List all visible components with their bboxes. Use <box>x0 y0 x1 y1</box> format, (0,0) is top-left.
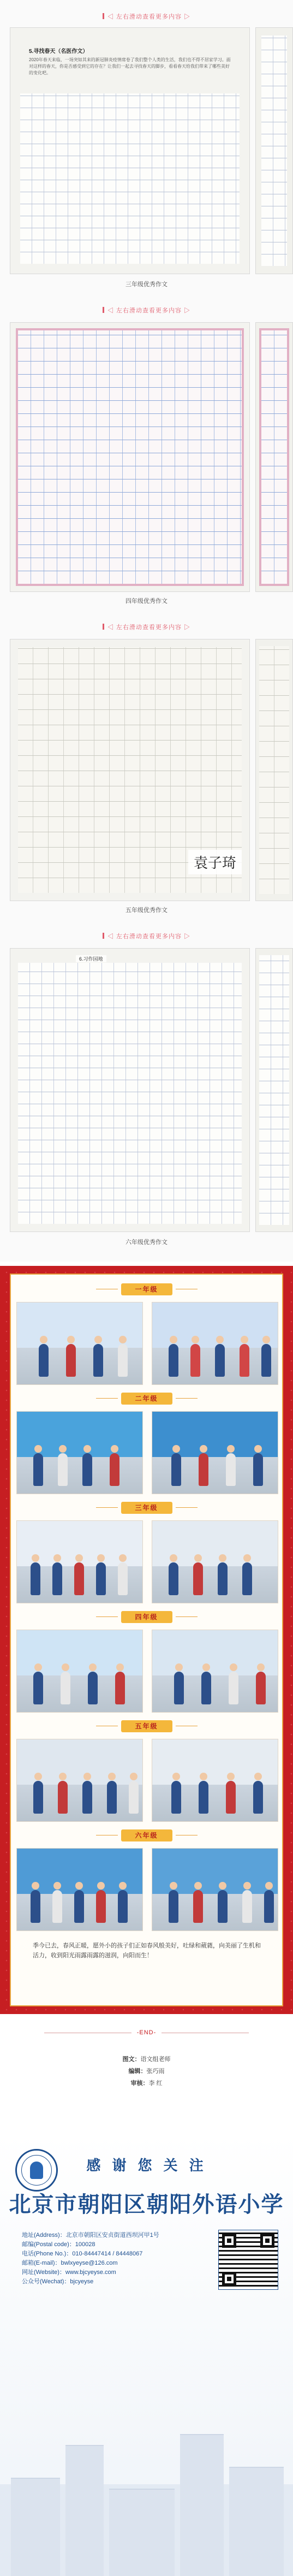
essay-carousel-grade4[interactable] <box>10 322 250 592</box>
contact-phone: 电话(Phone No.)：010-84447414 / 84448067 <box>22 2251 143 2257</box>
essay-section <box>0 0 293 1262</box>
swipe-hint: ◁ 左右滑动查看更多内容 ▷ <box>0 623 293 631</box>
essay-carousel-grade5[interactable] <box>10 639 250 901</box>
school-name: 北京市朝阳区朝阳外语小学 <box>9 2192 284 2217</box>
essay-page-header: 5.寻找春天（名医作文） 2020年春天来临，一场突如其来的新冠肺炎疫情席卷了我们整个人类的生活，我们也不得不居家学习。面对这样的春天，你是否感受到它的存在？让我们一起去寻找春天的脚步，看看春天给我们带来了哪些美好的变化吧。 <box>29 49 231 75</box>
grade-heading: 六年级 <box>121 1829 172 1841</box>
award-photo[interactable] <box>16 1739 143 1822</box>
grade-heading: 五年级 <box>121 1720 172 1732</box>
contact-postal: 邮编(Postal code)：100028 <box>22 2241 95 2248</box>
essay-caption: 三年级优秀作文 <box>125 281 168 288</box>
essay-sheet-title: 6.习作园地 <box>76 955 106 962</box>
contact-wechat: 公众号(Wechat)：bjcyeyse <box>22 2278 94 2285</box>
essay-carousel-grade3[interactable] <box>10 27 250 274</box>
award-photo[interactable] <box>16 1302 143 1385</box>
credits <box>0 2053 293 2089</box>
essay-caption: 六年级优秀作文 <box>125 1239 168 1246</box>
qr-code-icon[interactable] <box>218 2230 278 2290</box>
grade-heading: 二年级 <box>121 1393 172 1405</box>
essay-caption: 五年级优秀作文 <box>125 907 168 914</box>
contact-address: 地址(Address)：北京市朝阳区安贞街道西坝河甲1号 <box>22 2232 159 2239</box>
award-photo[interactable] <box>152 1411 278 1494</box>
award-photo[interactable] <box>16 1848 143 1931</box>
credit-row: 图文：语文组老师 <box>122 2056 171 2063</box>
award-photo[interactable] <box>152 1848 278 1931</box>
next-essay-preview[interactable] <box>255 639 293 901</box>
closing-paragraph: 季今已去，春风正暖，愿外小的孩子们正如春风般美好，吐绿和葳蕤，向美丽了生机和活力，收到阳光雨露雨露的滋润，向阳而生！ <box>33 1943 261 1959</box>
grade-heading: 四年级 <box>121 1611 172 1623</box>
grade-heading: 一年级 <box>121 1283 172 1295</box>
swipe-hint: ◁ 左右滑动查看更多内容 ▷ <box>0 932 293 940</box>
next-essay-preview[interactable] <box>255 27 293 274</box>
thanks-heading: 感 谢 您 关 注 <box>86 2158 207 2174</box>
next-essay-preview[interactable] <box>255 948 293 1232</box>
credit-row: 编辑：张巧雨 <box>128 2068 165 2075</box>
end-marker: -END- <box>0 2029 293 2036</box>
award-photo[interactable] <box>16 1411 143 1494</box>
campus-illustration <box>0 2347 293 2576</box>
footer <box>0 2133 293 2576</box>
contact-email[interactable]: 邮箱(E-mail)：bwlxyeyse@126.com <box>22 2260 118 2266</box>
essay-carousel-grade6[interactable] <box>10 948 250 1232</box>
swipe-hint: ◁ 左右滑动查看更多内容 ▷ <box>0 306 293 315</box>
grade-heading: 三年级 <box>121 1502 172 1514</box>
essay-caption: 四年级优秀作文 <box>125 598 168 605</box>
award-photo[interactable] <box>16 1520 143 1603</box>
contact-info <box>22 2231 218 2287</box>
award-photo-section <box>0 1266 293 2014</box>
next-essay-preview[interactable] <box>255 322 293 592</box>
award-photo[interactable] <box>152 1302 278 1385</box>
award-photo[interactable] <box>152 1520 278 1603</box>
credit-row: 审核：李 红 <box>130 2080 163 2087</box>
swipe-hint: ◁ 左右滑动查看更多内容 ▷ <box>0 12 293 21</box>
award-photo[interactable] <box>16 1630 143 1713</box>
award-photo[interactable] <box>152 1739 278 1822</box>
author-name: 袁子琦 <box>188 850 242 874</box>
award-photo[interactable] <box>152 1630 278 1713</box>
contact-website[interactable]: 网址(Website)：www.bjcyeyse.com <box>22 2269 116 2276</box>
